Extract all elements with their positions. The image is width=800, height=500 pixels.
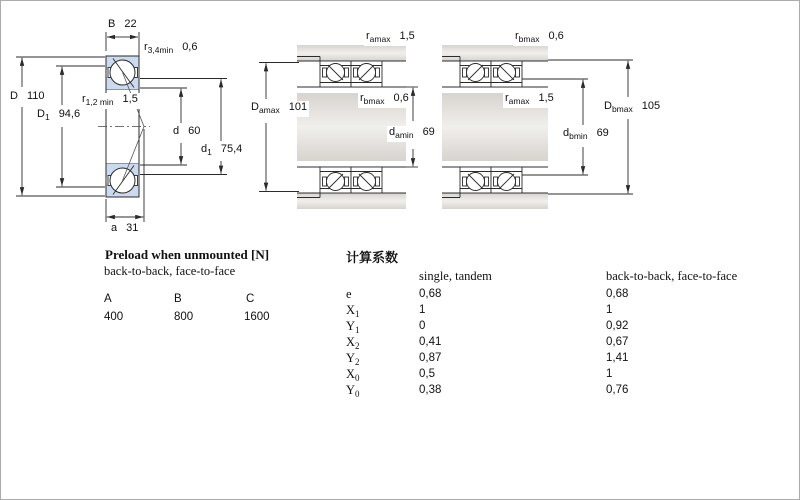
dim-label-Damax: $D_{amax}$ 101 (251, 101, 308, 115)
dim-label-dbmin: $d_{bmin}$ 69 (563, 127, 609, 141)
factor-paired-X2: 0,67 (606, 336, 629, 348)
factor-single-X2: 0,41 (419, 336, 442, 348)
dim-label-rbmax-mid: $r_{bmax}$ 0,6 (360, 92, 409, 106)
factor-single-Y1: 0 (419, 320, 426, 332)
factor-paired-X1: 1 (606, 304, 613, 316)
factor-label-e: e (346, 287, 352, 301)
factor-paired-Y0: 0,76 (606, 384, 629, 396)
dim-label-ramax-right: $r_{amax}$ 1,5 (505, 92, 554, 106)
dim-label-ramax-mid: $r_{amax}$ 1,5 (366, 30, 415, 44)
factor-paired-Y1: 0,92 (606, 320, 629, 332)
factor-paired-e: 0,68 (606, 288, 629, 300)
dim-label-r34min: $r_{3,4min}$ 0,6 (144, 41, 198, 55)
bearing-pair-bottom (460, 167, 522, 193)
dim-label-Dbmax: $D_{bmax}$ 105 (604, 100, 661, 114)
dim-label-a: a 31 (111, 222, 139, 234)
preload-value-a: 400 (104, 311, 124, 323)
factor-single-Y2: 0,87 (419, 352, 442, 364)
preload-title: Preload when unmounted [N] (105, 247, 270, 262)
preload-value-b: 800 (174, 311, 194, 323)
preload-subtitle: back-to-back, face-to-face (104, 264, 236, 278)
factors-col-paired: back-to-back, face-to-face (606, 269, 738, 283)
factor-label-X2: $X_2$ (346, 335, 360, 351)
preload-col-a: A (104, 293, 112, 305)
preload-col-c: C (246, 293, 255, 305)
factor-label-X0: $X_0$ (346, 367, 360, 383)
factor-label-Y1: $Y_1$ (346, 319, 360, 335)
dim-label-damin: $d_{amin}$ 69 (389, 126, 435, 140)
preload-col-b: B (174, 293, 182, 305)
factor-label-Y0: $Y_0$ (346, 383, 360, 399)
factor-label-X1: $X_1$ (346, 303, 360, 319)
bearing-pair-bottom (320, 167, 382, 193)
factor-label-Y2: $Y_2$ (346, 351, 360, 367)
dim-label-D1: $D_1$ 94,6 (37, 108, 81, 122)
bearing-body (98, 56, 150, 197)
dim-label-D: D 110 (10, 90, 45, 102)
factor-single-X0: 0,5 (419, 368, 435, 380)
dim-label-d: d 60 (173, 125, 201, 137)
factor-paired-Y2: 1,41 (606, 352, 629, 364)
dim-label-B: B 22 (108, 18, 137, 30)
factor-single-e: 0,68 (419, 288, 442, 300)
factor-paired-X0: 1 (606, 368, 613, 380)
factors-title: 计算系数 (346, 250, 399, 265)
bearing-pair-top (460, 61, 522, 87)
dim-label-d1: $d_1$ 75,4 (201, 143, 243, 157)
factor-single-X1: 1 (419, 304, 426, 316)
bearing-pair-top (320, 61, 382, 87)
factor-single-Y0: 0,38 (419, 384, 442, 396)
dim-label-rbmax-right: $r_{bmax}$ 0,6 (515, 30, 564, 44)
preload-value-c: 1600 (244, 311, 270, 323)
factors-col-single: single, tandem (419, 269, 492, 283)
dim-label-r12min: $r_{1,2 min}$ 1,5 (82, 93, 138, 107)
